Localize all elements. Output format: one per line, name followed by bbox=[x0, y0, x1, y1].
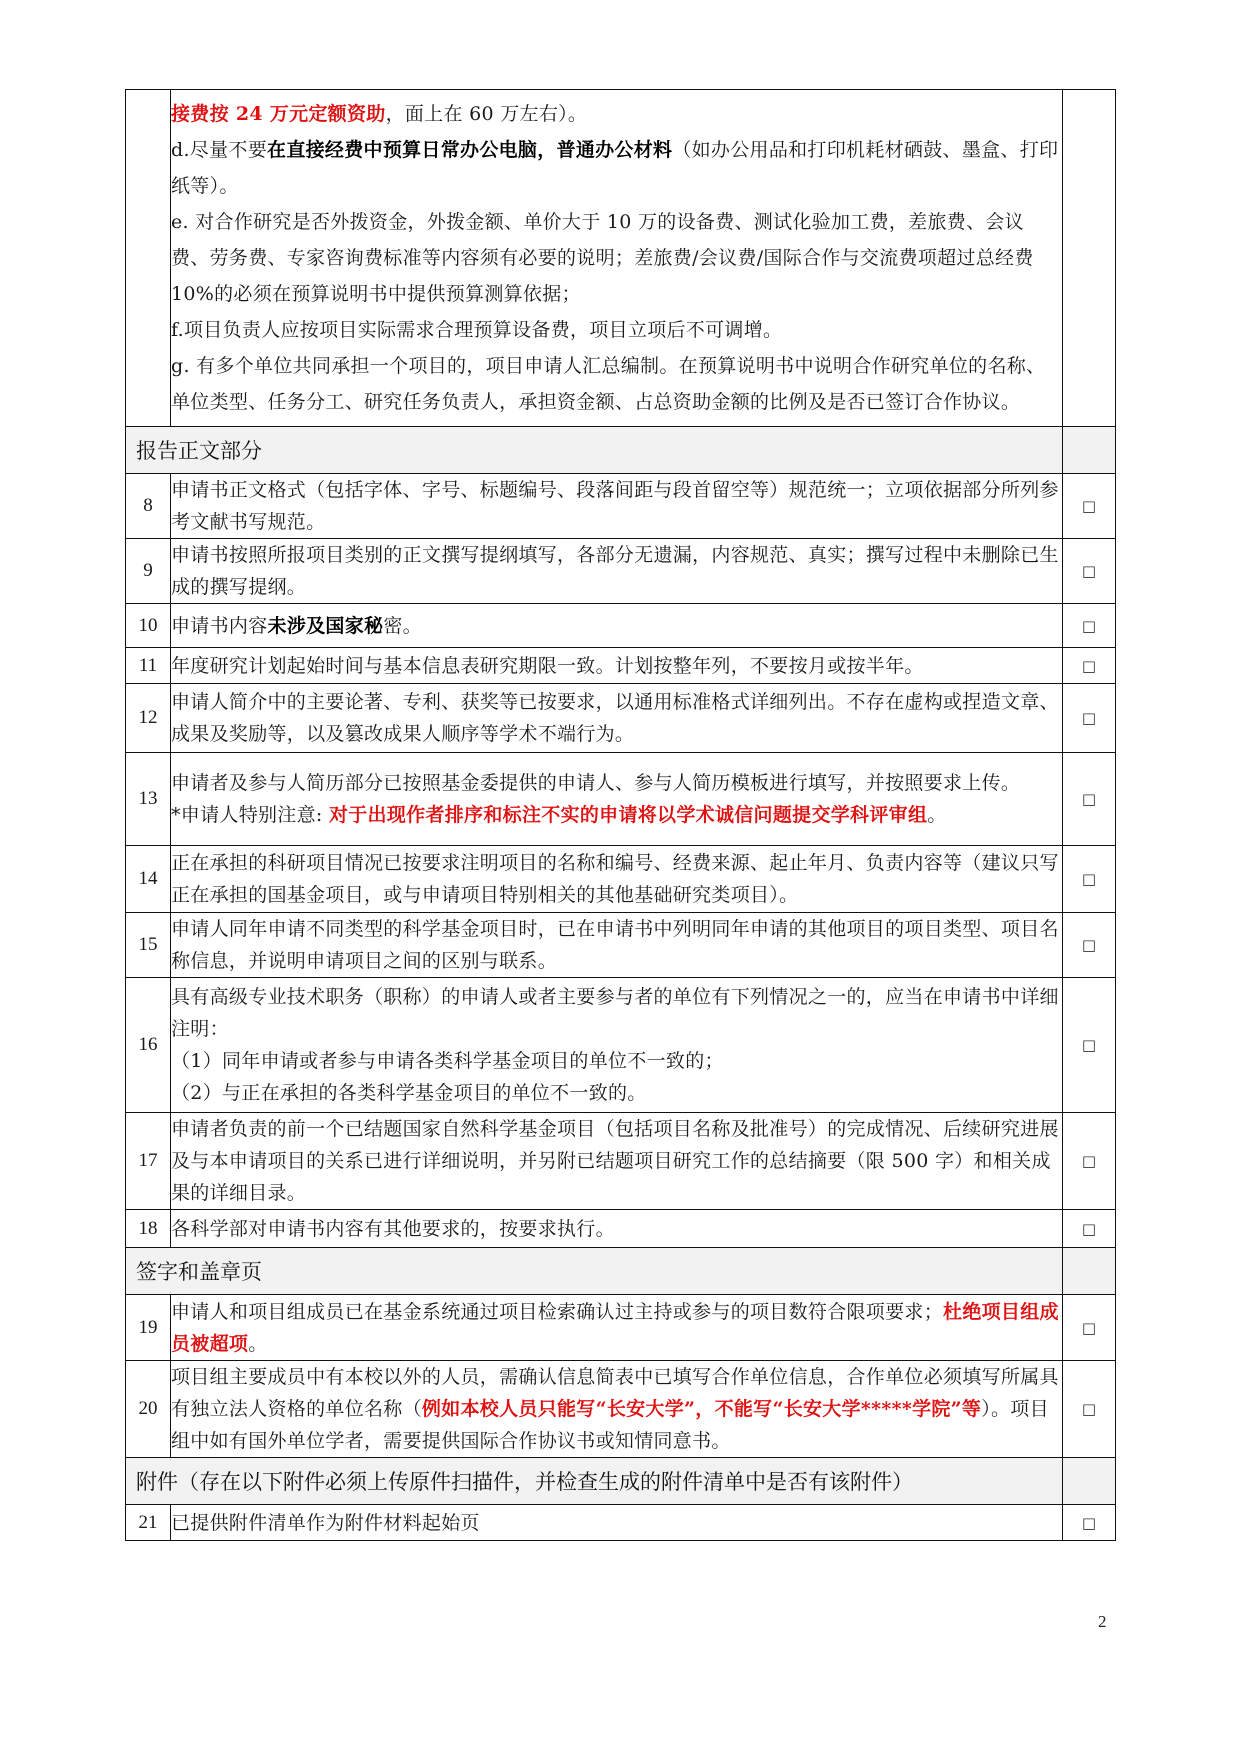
emphasis-red: 对于出现作者排序和标注不实的申请将以学术诚信问题提交学科评审组 bbox=[328, 804, 928, 826]
emphasis-bold: 在直接经费中预算日常办公电脑，普通办公材料 bbox=[267, 139, 673, 161]
checklist-row bbox=[126, 1505, 1116, 1541]
budget-note-d bbox=[171, 132, 1062, 204]
row-text-part: 具有高级专业技术职务（职称）的申请人或者主要参与者的单位有下列情况之一的，应当在申请书中详细注明： bbox=[171, 986, 1059, 1040]
checklist-table bbox=[125, 89, 1116, 1541]
row-text: 申请书按照所报项目类别的正文撰写提纲填写，各部分无遗漏，内容规范、真实；撰写过程中未删除已生成的撰写提纲。 bbox=[171, 539, 1063, 604]
row-text-part: 申请人和项目组成员已在基金系统通过项目检索确认过主持或参与的项目数符合限项要求； bbox=[171, 1300, 944, 1323]
checkbox[interactable]: □ bbox=[1063, 474, 1116, 539]
checkbox[interactable]: □ bbox=[1063, 978, 1116, 1113]
row-number: 16 bbox=[126, 978, 171, 1113]
row-text: 申请书正文格式（包括字体、字号、标题编号、段落间距与段首留空等）规范统一；立项依据部分所列参考文献书写规范。 bbox=[171, 474, 1063, 539]
emphasis-red: 例如本校人员只能写“长安大学”，不能写“长安大学*****学院”等 bbox=[421, 1398, 982, 1420]
row-number: 14 bbox=[126, 846, 171, 913]
checklist-row bbox=[126, 539, 1116, 604]
checklist-row bbox=[126, 978, 1116, 1113]
row-text bbox=[171, 1361, 1063, 1458]
budget-note-e: e. 对合作研究是否外拨资金，外拨金额、单价大于 10 万的设备费、测试化验加工费，差旅费、会议费、劳务费、专家咨询费标准等内容须有必要的说明；差旅费/会议费/国际合作与交流费项超过总经费 10%的必须在预算说明书中提供预算测算依据； bbox=[171, 211, 1034, 305]
checkbox[interactable]: □ bbox=[1063, 846, 1116, 913]
checklist-row bbox=[126, 753, 1116, 846]
checkbox[interactable]: □ bbox=[1063, 1295, 1116, 1361]
section-check-cell bbox=[1063, 1458, 1116, 1505]
budget-note-f: f.项目负责人应按项目实际需求合理预算设备费，项目立项后不可调增。 bbox=[171, 319, 783, 341]
section-title: 报告正文部分 bbox=[126, 427, 1063, 474]
note-text: d.尽量不要 bbox=[171, 139, 268, 161]
budget-notes-continued-row bbox=[126, 90, 1116, 427]
row-text-part: 申请书内容 bbox=[171, 614, 268, 637]
section-header-report-body bbox=[126, 427, 1116, 474]
sub-condition-2: （2）与正在承担的各类科学基金项目的单位不一致的。 bbox=[171, 1082, 647, 1104]
row-text: 正在承担的科研项目情况已按要求注明项目的名称和编号、经费来源、起止年月、负责内容等（建议只写正在承担的国基金项目，或与申请项目特别相关的其他基础研究类项目）。 bbox=[171, 846, 1063, 913]
integrity-note bbox=[171, 799, 1062, 831]
row-number: 10 bbox=[126, 604, 171, 648]
budget-note-g: g. 有多个单位共同承担一个项目的，项目申请人汇总编制。在预算说明书中说明合作研究单位的名称、单位类型、任务分工、研究任务负责人，承担资金额、占总资助金额的比例及是否已签订合作协议。 bbox=[171, 355, 1046, 413]
row-text bbox=[171, 604, 1063, 648]
row-number: 9 bbox=[126, 539, 171, 604]
row-number: 19 bbox=[126, 1295, 171, 1361]
checklist-row bbox=[126, 1113, 1116, 1210]
section-title: 签字和盖章页 bbox=[126, 1248, 1063, 1295]
row-text-part: 。 bbox=[927, 804, 947, 826]
emphasis-bold: 未涉及国家秘 bbox=[267, 614, 384, 637]
row-text-part: 。 bbox=[248, 1332, 268, 1355]
emphasis-red: 杜绝项目组成员被超项 bbox=[171, 1300, 1059, 1355]
row-number: 15 bbox=[126, 913, 171, 978]
checkbox[interactable]: □ bbox=[1063, 753, 1116, 846]
row-number: 21 bbox=[126, 1505, 171, 1541]
row-text bbox=[171, 1295, 1063, 1361]
row-text: 各科学部对申请书内容有其他要求的，按要求执行。 bbox=[171, 1210, 1063, 1248]
checklist-row bbox=[126, 1210, 1116, 1248]
section-title: 附件（存在以下附件必须上传原件扫描件，并检查生成的附件清单中是否有该附件） bbox=[126, 1458, 1063, 1505]
checkbox[interactable]: □ bbox=[1063, 684, 1116, 753]
row-number: 12 bbox=[126, 684, 171, 753]
section-check-cell bbox=[1063, 1248, 1116, 1295]
section-check-cell bbox=[1063, 427, 1116, 474]
checklist-row bbox=[126, 846, 1116, 913]
row-text-part: 项目组主要成员中有本校以外的人员，需确认信息简表中已填写合作单位信息，合作单位必须填写所属具有独立法人资格的单位名称（ bbox=[171, 1366, 1059, 1420]
row-text: 申请者负责的前一个已结题国家自然科学基金项目（包括项目名称及批准号）的完成情况、后续研究进展及与本申请项目的关系已进行详细说明，并另附已结题项目研究工作的总结摘要（限 500 字）和相关成果的详细目录。 bbox=[171, 1113, 1063, 1210]
budget-note-c-tail bbox=[171, 96, 1062, 132]
row-text-part: ）。项目组中如有国外单位学者，需要提供国际合作协议书或知情同意书。 bbox=[171, 1398, 1049, 1452]
note-text: ，面上在 60 万左右）。 bbox=[385, 103, 588, 125]
checkbox[interactable]: □ bbox=[1063, 913, 1116, 978]
row-number-empty bbox=[126, 90, 171, 427]
checklist-row bbox=[126, 913, 1116, 978]
checkbox[interactable]: □ bbox=[1063, 1210, 1116, 1248]
row-text-part: 申请者及参与人简历部分已按照基金委提供的申请人、参与人简历模板进行填写，并按照要求上传。 bbox=[171, 772, 1021, 794]
checklist-row bbox=[126, 1295, 1116, 1361]
row-text bbox=[171, 978, 1063, 1113]
checkbox[interactable]: □ bbox=[1063, 539, 1116, 604]
row-number: 17 bbox=[126, 1113, 171, 1210]
emphasis-red: 接费按 24 万元定额资助 bbox=[171, 103, 386, 125]
sub-condition-1: （1）同年申请或者参与申请各类科学基金项目的单位不一致的； bbox=[171, 1050, 724, 1072]
row-number: 20 bbox=[126, 1361, 171, 1458]
row-text: 申请人同年申请不同类型的科学基金项目时，已在申请书中列明同年申请的其他项目的项目类型、项目名称信息，并说明申请项目之间的区别与联系。 bbox=[171, 913, 1063, 978]
row-text: 年度研究计划起始时间与基本信息表研究期限一致。计划按整年列，不要按月或按半年。 bbox=[171, 648, 1063, 684]
row-text bbox=[171, 753, 1063, 846]
checkbox[interactable]: □ bbox=[1063, 648, 1116, 684]
section-header-attachments bbox=[126, 1458, 1116, 1505]
checklist-row bbox=[126, 474, 1116, 539]
row-text: 已提供附件清单作为附件材料起始页 bbox=[171, 1505, 1063, 1541]
checkbox[interactable]: □ bbox=[1063, 1505, 1116, 1541]
checkbox[interactable]: □ bbox=[1063, 1113, 1116, 1210]
row-number: 18 bbox=[126, 1210, 171, 1248]
row-text-part: 密。 bbox=[383, 614, 422, 637]
section-header-signature bbox=[126, 1248, 1116, 1295]
checklist-row bbox=[126, 604, 1116, 648]
row-number: 13 bbox=[126, 753, 171, 846]
row-number: 11 bbox=[126, 648, 171, 684]
page-number: 2 bbox=[1098, 1612, 1107, 1631]
note-text: （如办公用品和打印机耗材硒鼓、墨盒、打印纸等）。 bbox=[171, 139, 1059, 197]
note-label: *申请人特别注意: bbox=[171, 804, 329, 826]
checkbox[interactable]: □ bbox=[1063, 1361, 1116, 1458]
budget-notes-text bbox=[171, 90, 1063, 427]
checkbox[interactable]: □ bbox=[1063, 604, 1116, 648]
checklist-row bbox=[126, 684, 1116, 753]
row-number: 8 bbox=[126, 474, 171, 539]
check-cell-empty bbox=[1063, 90, 1116, 427]
checklist-row bbox=[126, 1361, 1116, 1458]
checklist-row bbox=[126, 648, 1116, 684]
row-text: 申请人简介中的主要论著、专利、获奖等已按要求，以通用标准格式详细列出。不存在虚构或捏造文章、成果及奖励等，以及篡改成果人顺序等学术不端行为。 bbox=[171, 684, 1063, 753]
